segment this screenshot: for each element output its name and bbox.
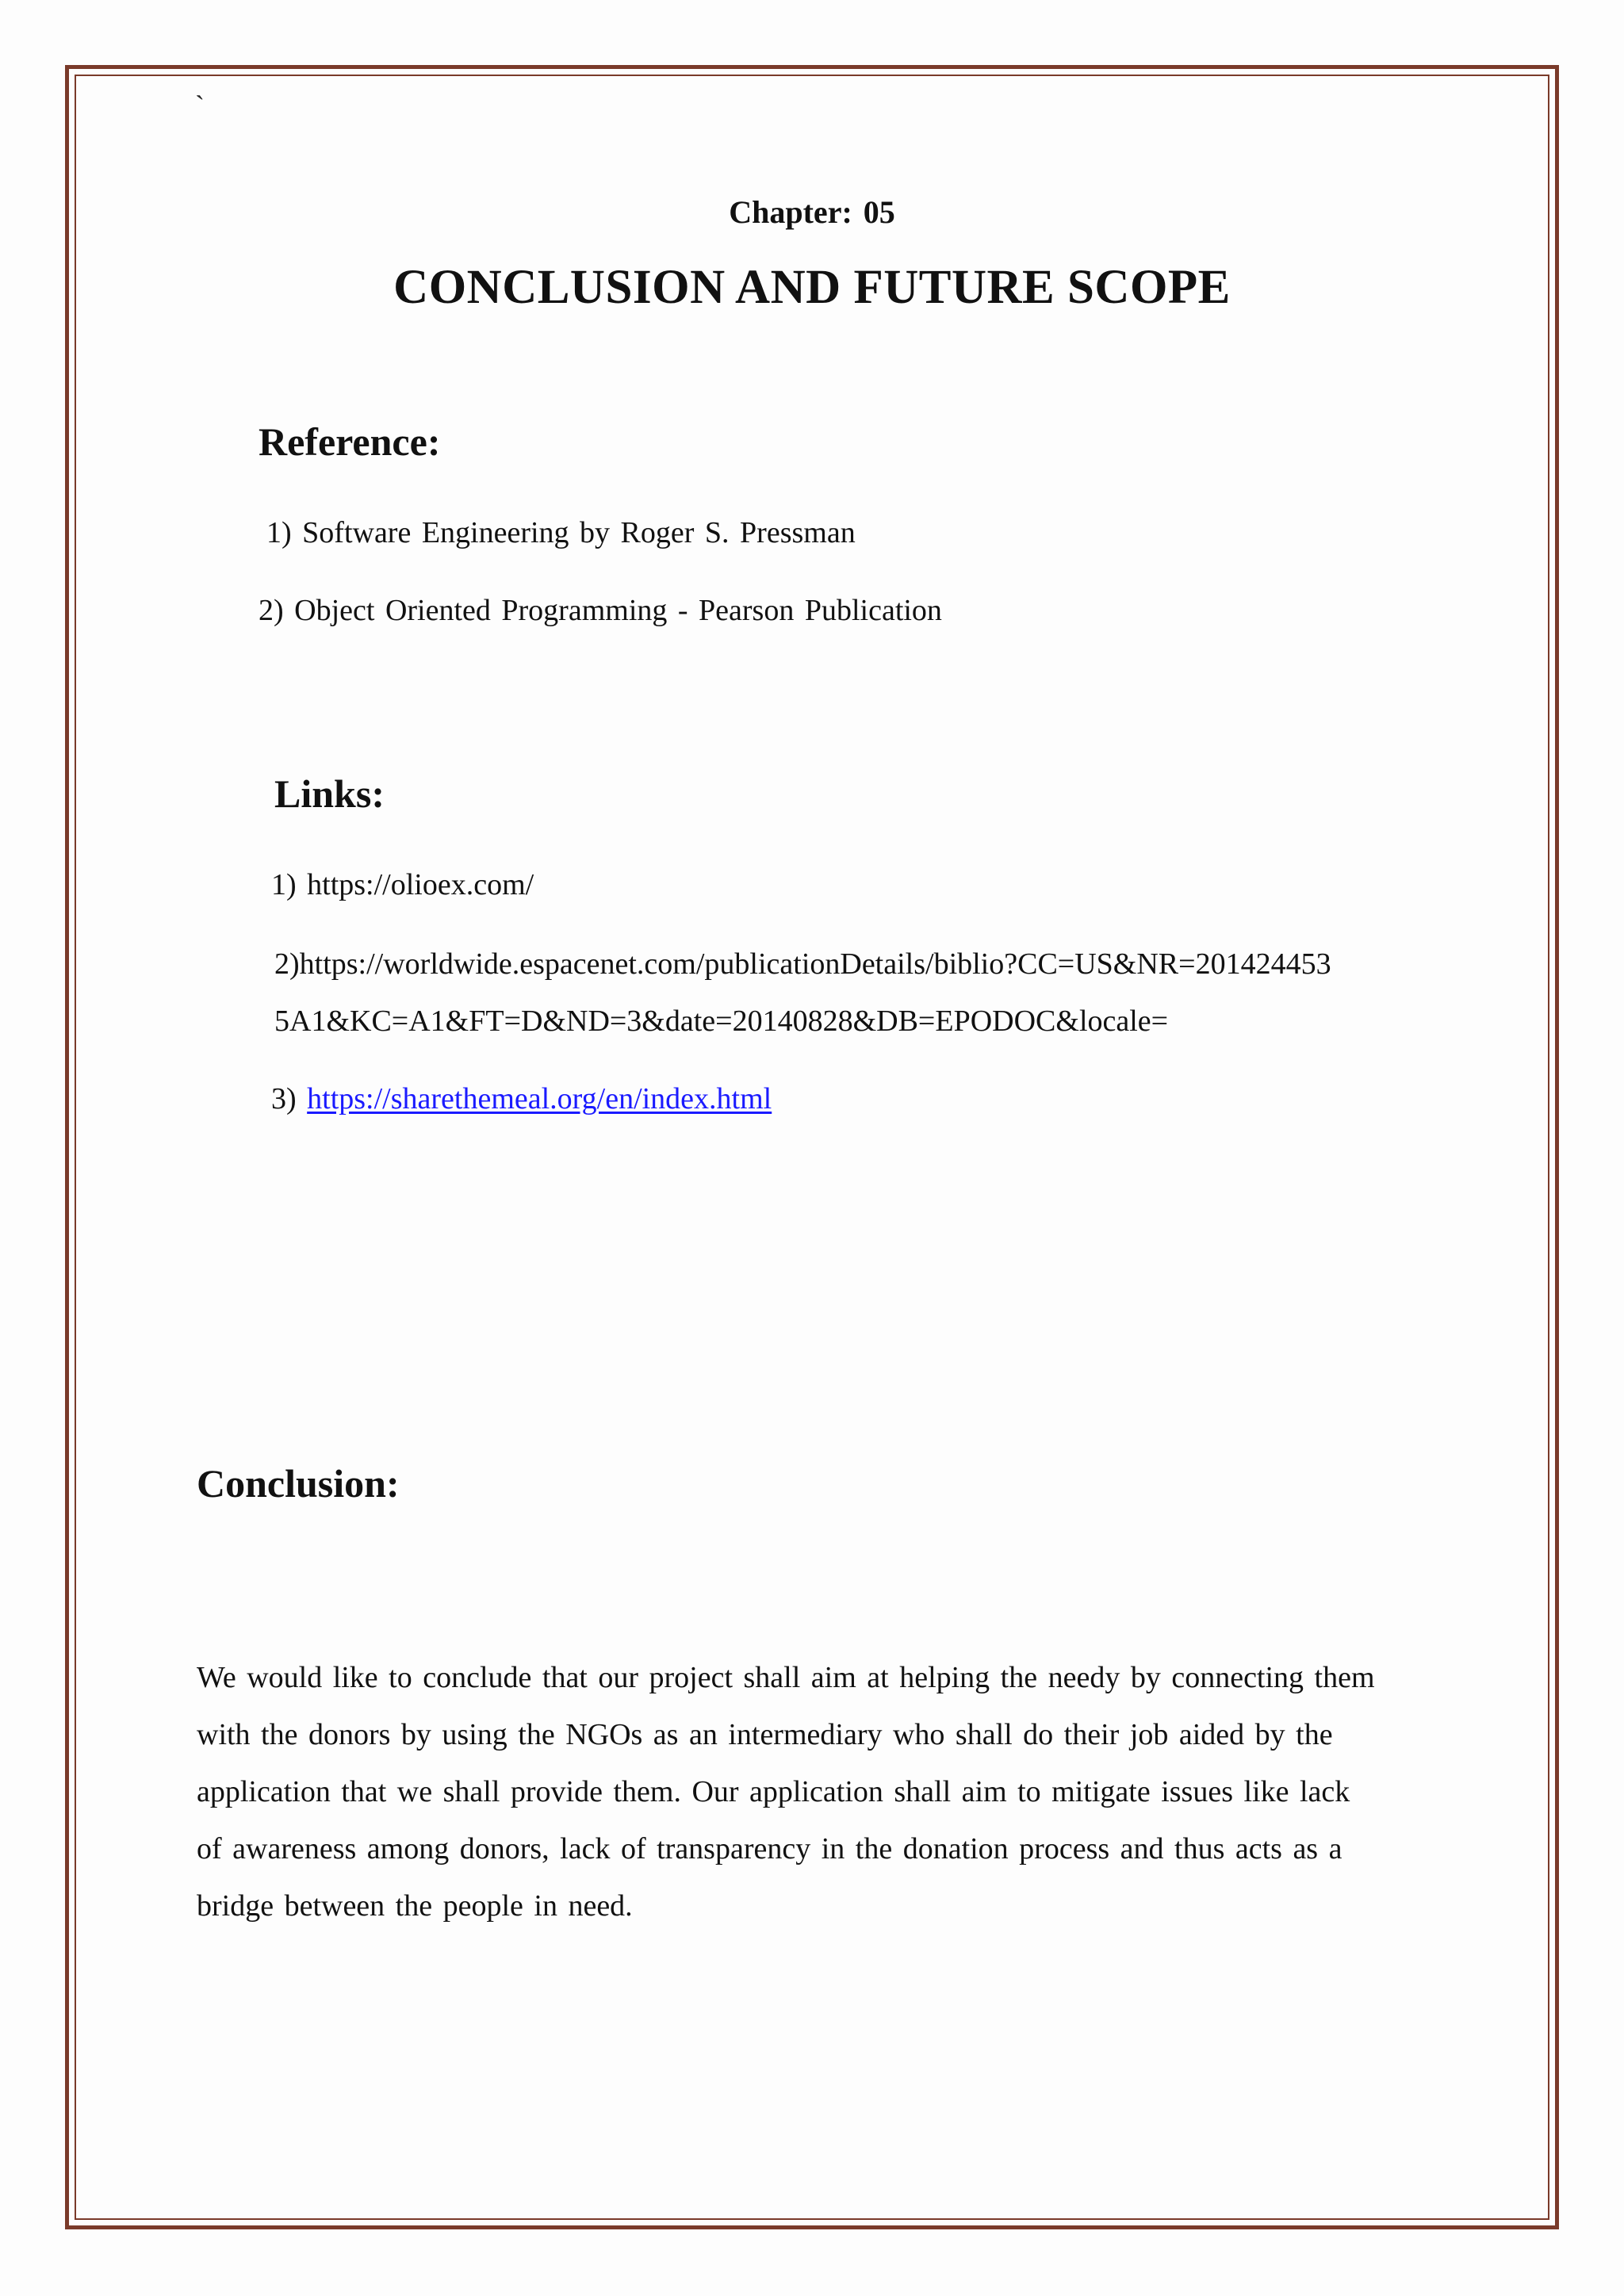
link-item-3-number: 3) [271,1082,297,1115]
conclusion-line-3: application that we shall provide them. Our application shall aim to mitigate issues like lack [197,1775,1350,1808]
conclusion-heading: Conclusion: [197,1461,400,1506]
reference-item-1: 1) Software Engineering by Roger S. Pressman [266,516,856,549]
conclusion-paragraph [197,1649,1434,1934]
stray-mark: ` [195,90,205,121]
conclusion-line-2: with the donors by using the NGOs as an intermediary who shall do their job aided by the [197,1718,1333,1751]
link-item-2-line-1: 2)https://worldwide.espacenet.com/publicationDetails/biblio?CC=US&NR=201424453 [274,947,1331,981]
link-item-1: 1) https://olioex.com/ [271,868,534,901]
conclusion-line-4: of awareness among donors, lack of transparency in the donation process and thus acts as a [197,1832,1342,1866]
sharethemeal-link[interactable]: https://sharethemeal.org/en/index.html [307,1082,772,1115]
page-title: CONCLUSION AND FUTURE SCOPE [393,261,1231,314]
reference-item-2: 2) Object Oriented Programming - Pearson Publication [259,594,942,627]
links-heading: Links: [274,771,385,816]
reference-heading: Reference: [259,419,441,464]
conclusion-line-1: We would like to conclude that our project shall aim at helping the needy by connecting them [197,1661,1375,1694]
link-item-3 [271,1081,772,1116]
conclusion-line-5: bridge between the people in need. [197,1889,633,1923]
link-item-2-line-2: 5A1&KC=A1&FT=D&ND=3&date=20140828&DB=EPODOC&locale= [274,1004,1169,1038]
chapter-label: Chapter: 05 [729,194,895,230]
